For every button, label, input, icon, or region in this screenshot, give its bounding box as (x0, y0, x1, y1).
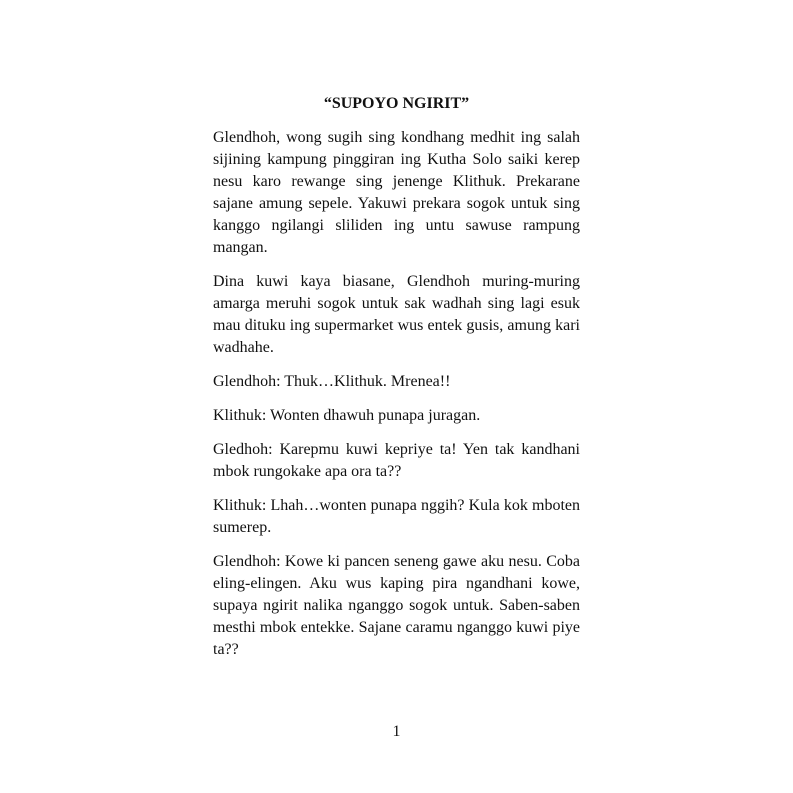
paragraph-narration-1: Glendhoh, wong sugih sing kondhang medhit ing salah sijining kampung pinggiran ing Kutha Solo saiki kerep nesu karo rewange sing jenenge Klithuk. Prekarane sajane amung sepele. Yakuwi prekara sogok untuk sing kanggo ngilangi sliliden ing untu sawuse rampung mangan. (213, 129, 580, 256)
page-number: 1 (392, 723, 401, 740)
dialogue-line: Klithuk: Wonten dhawuh punapa juragan. (213, 407, 481, 424)
story-body (213, 127, 580, 673)
dialogue-line: Glendhoh: Thuk…Klithuk. Mrenea!! (213, 373, 451, 390)
dialogue-line: Klithuk: Lhah…wonten punapa nggih? Kula kok mboten sumerep. (213, 497, 580, 536)
paragraph-narration-2: Dina kuwi kaya biasane, Glendhoh muring-muring amarga meruhi sogok untuk sak wadhah sing lagi esuk mau dituku ing supermarket wus entek gusis, amung kari wadhahe. (213, 273, 580, 356)
dialogue-line: Glendhoh: Kowe ki pancen seneng gawe aku nesu. Coba eling-elingen. Aku wus kaping pira ngandhani kowe, supaya ngirit nalika nganggo sogok untuk. Saben-saben mesthi mbok entekke. Sajane caramu nganggo kuwi piye ta?? (213, 553, 580, 658)
dialogue-line: Gledhoh: Karepmu kuwi kepriye ta! Yen tak kandhani mbok rungokake apa ora ta?? (213, 441, 580, 480)
page-title: “SUPOYO NGIRIT” (323, 95, 470, 112)
